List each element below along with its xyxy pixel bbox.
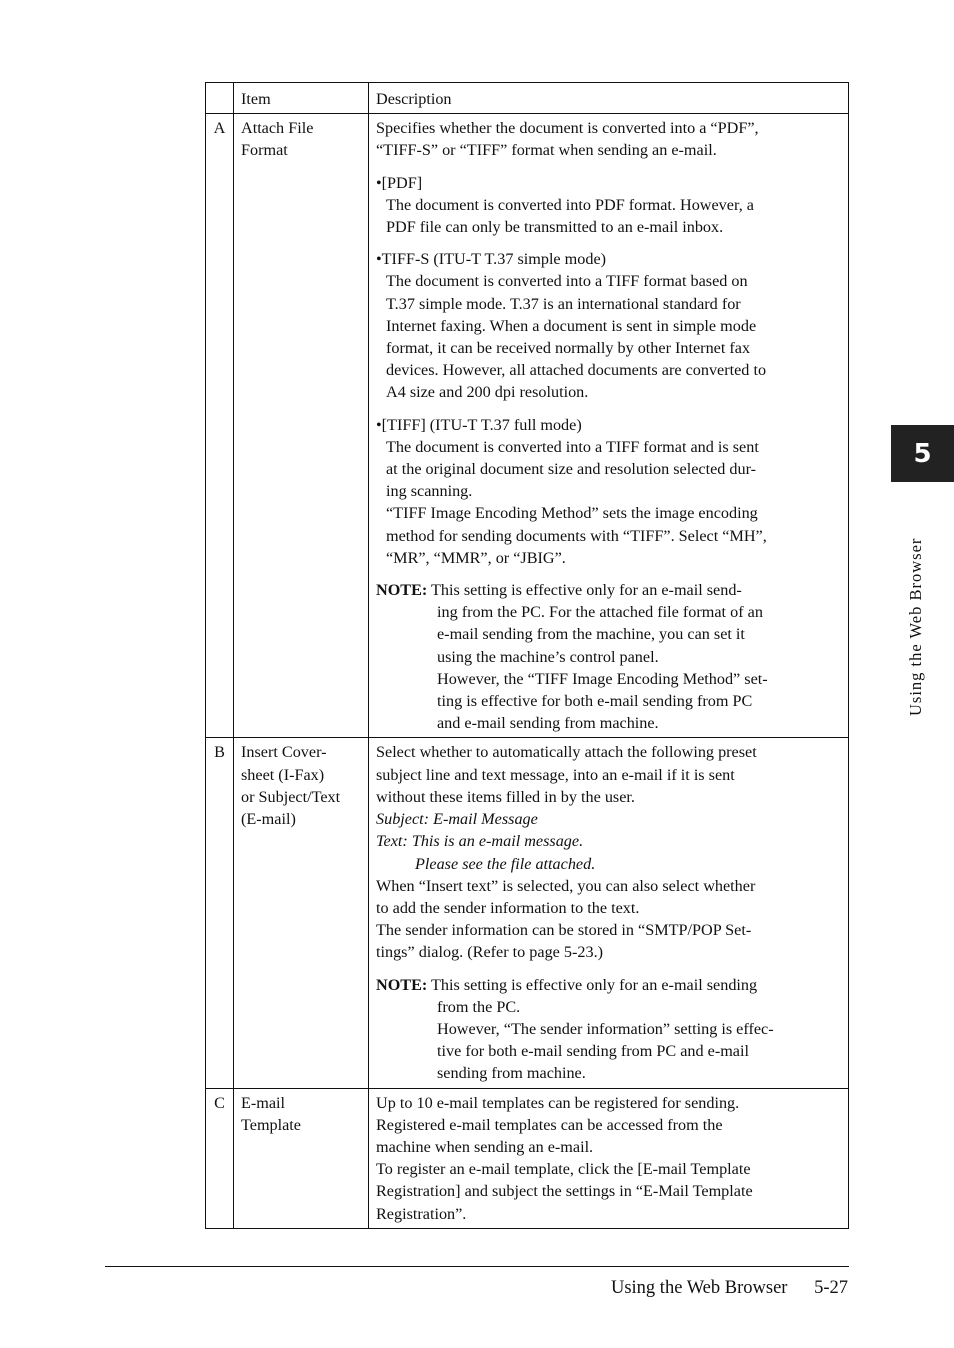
footer-divider <box>105 1266 849 1267</box>
row-description <box>369 738 849 1088</box>
preset-subject: Subject: E-mail Message <box>376 810 538 829</box>
preset-text-continued: Please see the file attached. <box>415 854 596 873</box>
row-item: E-mail Template <box>234 1088 369 1228</box>
row-id: A <box>206 114 234 738</box>
row-description: Up to 10 e-mail templates can be registered for sending. Registered e-mail templates can be accessed from the machine when sending an e-mail. To register an e-mail template, click the [E-mail Template Registration] and subject the settings in “E-Mail Template Registration”. <box>369 1088 849 1228</box>
note-label: NOTE: <box>376 975 428 994</box>
row-id: C <box>206 1088 234 1228</box>
pdf-bullet: •[PDF] The document is converted into PDF format. However, a PDF file can only be transmitted to an e-mail inbox. <box>376 173 754 237</box>
table-header-row <box>206 83 849 114</box>
chapter-side-label: Using the Web Browser <box>906 537 925 716</box>
header-item: Item <box>234 83 369 114</box>
footer-section: Using the Web Browser <box>610 1278 788 1298</box>
header-id <box>206 83 234 114</box>
header-description: Description <box>369 83 849 114</box>
settings-table <box>205 82 849 1229</box>
row-id: B <box>206 738 234 1088</box>
note-label: NOTE: <box>376 581 428 600</box>
table-row <box>206 1088 849 1228</box>
preset-text: Text: This is an e-mail message. <box>376 832 584 851</box>
tiff-bullet: •[TIFF] (ITU-T T.37 full mode) The document is converted into a TIFF format and is sent at the original document size and resolution selected dur- ing scanning. “TIFF Image Encoding Method” sets the image encoding method for sending documents with “TIFF”. Select “MH”, “MR”, “MMR”, or “JBIG”. <box>376 415 767 567</box>
row-item: Attach File Format <box>234 114 369 738</box>
table-row <box>206 738 849 1088</box>
tiff-s-bullet: •TIFF-S (ITU-T T.37 simple mode) The document is converted into a TIFF format based on T.37 simple mode. T.37 is an international standard for Internet faxing. When a document is sent in simple mode format, it can be received normally by other Internet fax devices. However, all attached documents are converted to A4 size and 200 dpi resolution. <box>376 250 767 402</box>
note-block: NOTE: This setting is effective only for an e-mail send- ing from the PC. For the attached file format of an e-mail sending from the machine, you can set it using the machine’s control panel. However, the “TIFF Image Encoding Method” set- ting is effective for both e-mail sending from PC and e-mail sending from machine. <box>376 581 768 733</box>
row-item: Insert Cover- sheet (I-Fax) or Subject/Text (E-mail) <box>234 738 369 1088</box>
page-number: 5-27 <box>814 1278 848 1298</box>
note-block: NOTE: This setting is effective only for an e-mail sending from the PC. However, “The sender information” setting is effec- tive for both e-mail sending from PC and e-mail sending from machine. <box>376 975 774 1083</box>
table-row <box>206 114 849 738</box>
chapter-tab: 5 <box>891 425 954 482</box>
row-description <box>369 114 849 738</box>
intro-paragraph: Select whether to automatically attach the following preset subject line and text message, into an e-mail if it is sent without these items filled in by the user. Subject: E-mail Message Text: This is an e-mail message. Please see the file attached. When “Insert text” is selected, you can also select whether to add the sender information to the text. The sender information can be stored in “SMTP/POP Set- tings” dialog. (Refer to page 5-23.) <box>376 741 841 963</box>
intro-paragraph: Specifies whether the document is converted into a “PDF”, “TIFF-S” or “TIFF” format when sending an e-mail. <box>376 119 759 160</box>
page-footer <box>611 1278 848 1299</box>
